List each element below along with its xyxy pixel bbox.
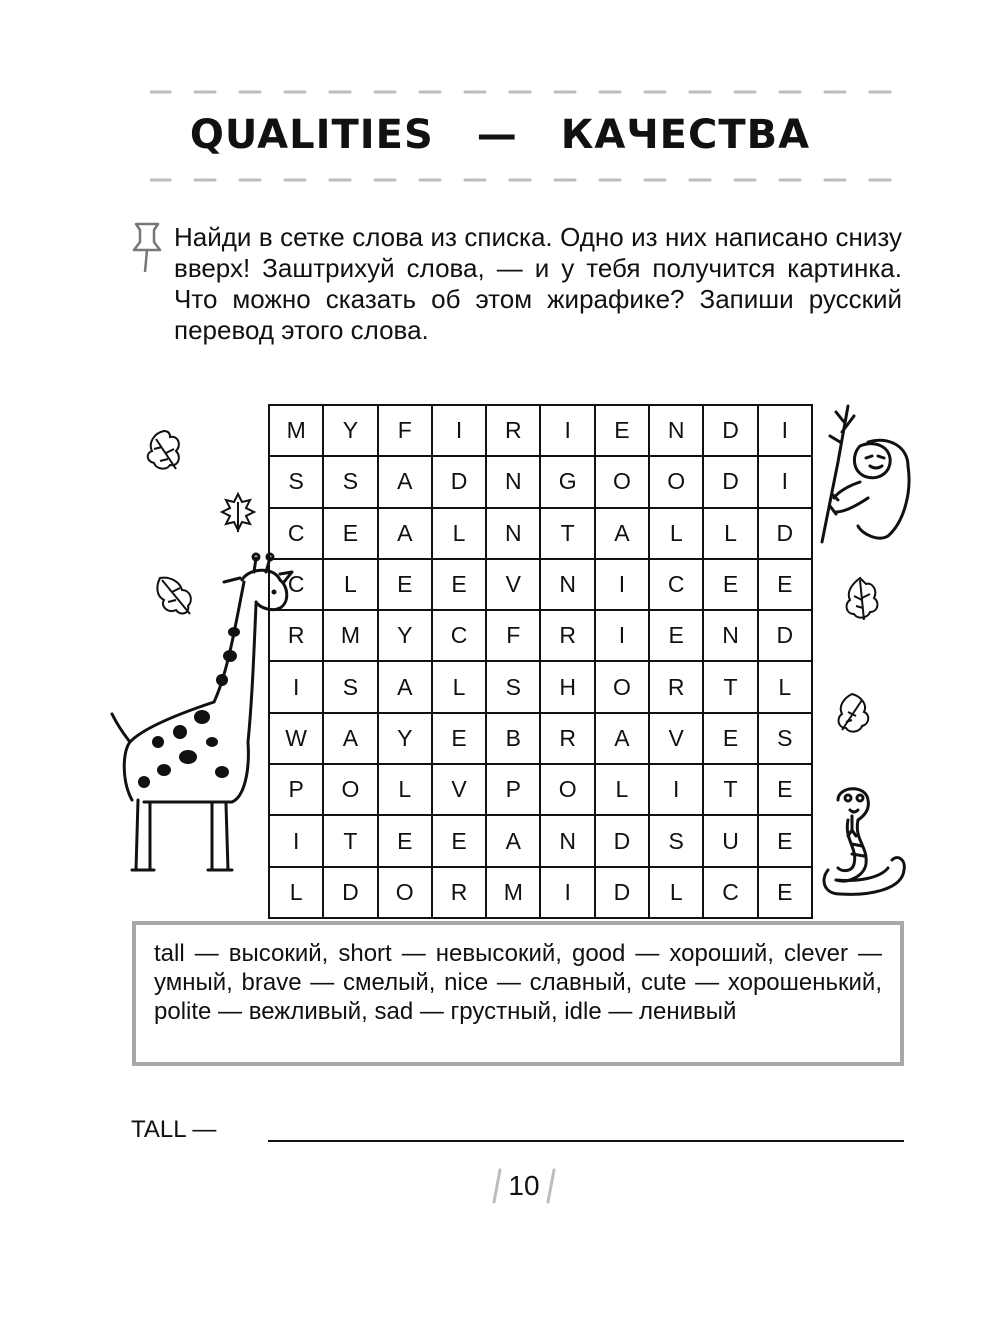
grid-row (269, 456, 812, 507)
grid-cell[interactable]: E (378, 815, 432, 866)
grid-cell[interactable]: O (378, 867, 432, 918)
grid-cell[interactable]: S (269, 456, 323, 507)
grid-cell[interactable]: Y (378, 610, 432, 661)
grid-cell[interactable]: C (269, 508, 323, 559)
grid-cell[interactable]: E (758, 559, 812, 610)
leaf-icon (828, 690, 876, 743)
grid-cell[interactable]: I (758, 456, 812, 507)
grid-cell[interactable]: P (486, 764, 540, 815)
leaf-icon (140, 425, 188, 480)
grid-cell[interactable]: F (486, 610, 540, 661)
leaf-icon (838, 574, 884, 627)
grid-cell[interactable]: P (269, 764, 323, 815)
grid-cell[interactable]: O (649, 456, 703, 507)
grid-cell[interactable]: I (758, 405, 812, 456)
grid-row (269, 610, 812, 661)
grid-cell[interactable]: L (432, 661, 486, 712)
grid-cell[interactable]: L (649, 867, 703, 918)
page-number-text: 10 (508, 1170, 540, 1201)
title-dash: — (476, 112, 518, 158)
grid-cell[interactable]: N (649, 405, 703, 456)
grid-cell[interactable]: I (649, 764, 703, 815)
bottom-dash-divider (150, 176, 895, 184)
grid-cell[interactable]: E (703, 713, 757, 764)
top-dash-divider (150, 88, 895, 96)
snake-illustration (818, 780, 908, 905)
grid-cell[interactable]: A (595, 508, 649, 559)
grid-cell[interactable]: C (269, 559, 323, 610)
grid-cell[interactable]: T (703, 661, 757, 712)
grid-cell[interactable]: L (758, 661, 812, 712)
grid-cell[interactable]: U (703, 815, 757, 866)
grid-cell[interactable]: A (595, 713, 649, 764)
grid-cell[interactable]: O (595, 456, 649, 507)
grid-cell[interactable]: E (703, 559, 757, 610)
grid-cell[interactable]: S (323, 661, 377, 712)
grid-cell[interactable]: I (540, 405, 594, 456)
grid-cell[interactable]: R (540, 713, 594, 764)
grid-cell[interactable]: G (540, 456, 594, 507)
grid-cell[interactable]: O (323, 764, 377, 815)
grid-cell[interactable]: Y (378, 713, 432, 764)
grid-cell[interactable]: N (486, 456, 540, 507)
grid-cell[interactable]: D (758, 508, 812, 559)
grid-cell[interactable]: E (758, 764, 812, 815)
grid-cell[interactable]: C (703, 867, 757, 918)
grid-cell[interactable]: T (540, 508, 594, 559)
grid-row (269, 508, 812, 559)
grid-cell[interactable]: D (703, 456, 757, 507)
grid-cell[interactable]: D (323, 867, 377, 918)
grid-cell[interactable]: S (323, 456, 377, 507)
grid-row (269, 867, 812, 918)
grid-cell[interactable]: I (595, 610, 649, 661)
leaf-icon (216, 490, 260, 539)
grid-cell[interactable]: L (378, 764, 432, 815)
grid-cell[interactable]: V (486, 559, 540, 610)
grid-cell[interactable]: E (378, 559, 432, 610)
grid-cell[interactable]: I (269, 661, 323, 712)
page-title (0, 112, 1000, 158)
grid-cell[interactable]: D (595, 867, 649, 918)
grid-cell[interactable]: M (269, 405, 323, 456)
grid-cell[interactable]: I (540, 867, 594, 918)
grid-cell[interactable]: O (540, 764, 594, 815)
grid-cell[interactable]: R (540, 610, 594, 661)
grid-row (269, 713, 812, 764)
grid-cell[interactable]: L (649, 508, 703, 559)
grid-cell[interactable]: R (269, 610, 323, 661)
grid-cell[interactable]: N (540, 815, 594, 866)
sloth-illustration (808, 402, 918, 552)
grid-cell[interactable]: A (378, 508, 432, 559)
grid-cell[interactable]: Y (323, 405, 377, 456)
grid-cell[interactable]: D (703, 405, 757, 456)
grid-cell[interactable]: L (323, 559, 377, 610)
grid-cell[interactable]: F (378, 405, 432, 456)
grid-cell[interactable]: E (323, 508, 377, 559)
grid-cell[interactable]: W (269, 713, 323, 764)
page-number (484, 1166, 564, 1206)
grid-cell[interactable]: A (323, 713, 377, 764)
grid-cell[interactable]: E (432, 815, 486, 866)
grid-cell[interactable]: E (432, 713, 486, 764)
grid-cell[interactable]: R (649, 661, 703, 712)
grid-cell[interactable]: H (540, 661, 594, 712)
grid-cell[interactable]: E (432, 559, 486, 610)
grid-cell[interactable]: L (269, 867, 323, 918)
title-english: QUALITIES (189, 112, 434, 158)
grid-cell[interactable]: L (432, 508, 486, 559)
grid-cell[interactable]: L (595, 764, 649, 815)
grid-cell[interactable]: R (432, 867, 486, 918)
grid-cell[interactable]: N (703, 610, 757, 661)
grid-cell[interactable]: O (595, 661, 649, 712)
giraffe-illustration (104, 552, 294, 902)
grid-cell[interactable]: A (378, 456, 432, 507)
title-russian: КАЧЕСТВА (560, 112, 811, 158)
grid-cell[interactable]: I (269, 815, 323, 866)
answer-line[interactable] (268, 1140, 904, 1142)
grid-row (269, 559, 812, 610)
grid-row (269, 764, 812, 815)
grid-cell[interactable]: S (649, 815, 703, 866)
grid-cell[interactable]: B (486, 713, 540, 764)
grid-cell[interactable]: V (432, 764, 486, 815)
grid-cell[interactable]: T (703, 764, 757, 815)
grid-cell[interactable]: R (486, 405, 540, 456)
answer-label: TALL — (131, 1116, 217, 1143)
grid-cell[interactable]: A (486, 815, 540, 866)
grid-cell[interactable]: N (540, 559, 594, 610)
grid-cell[interactable]: M (323, 610, 377, 661)
grid-cell[interactable]: E (595, 405, 649, 456)
grid-cell[interactable]: D (432, 456, 486, 507)
word-search-grid (268, 404, 813, 919)
grid-cell[interactable]: E (649, 610, 703, 661)
grid-cell[interactable]: S (758, 713, 812, 764)
grid-cell[interactable]: C (432, 610, 486, 661)
grid-cell[interactable]: E (758, 867, 812, 918)
push-pin-icon (130, 220, 164, 276)
grid-cell[interactable]: T (323, 815, 377, 866)
grid-cell[interactable]: N (486, 508, 540, 559)
grid-cell[interactable]: E (758, 815, 812, 866)
instructions-text: Найди в сетке слова из списка. Одно из них написано снизу вверх! Заштрихуй слова, — и у тебя получится картинка. Что можно сказать об этом жирафике? Запиши русский перевод этого слова. (174, 222, 902, 345)
grid-cell[interactable]: D (758, 610, 812, 661)
grid-cell[interactable]: D (595, 815, 649, 866)
grid-cell[interactable]: A (378, 661, 432, 712)
grid-cell[interactable]: C (649, 559, 703, 610)
grid-cell[interactable]: S (486, 661, 540, 712)
grid-row (269, 815, 812, 866)
grid-cell[interactable]: M (486, 867, 540, 918)
grid-cell[interactable]: V (649, 713, 703, 764)
grid-cell[interactable]: I (432, 405, 486, 456)
grid-row (269, 405, 812, 456)
grid-cell[interactable]: L (703, 508, 757, 559)
word-list-box: tall — высокий, short — невысокий, good — хороший, clever — умный, brave — смелый, nice — славный, cute — хорошенький, polite — вежливый, sad — грустный, idle — ленивый (132, 921, 904, 1066)
grid-row (269, 661, 812, 712)
grid-cell[interactable]: I (595, 559, 649, 610)
